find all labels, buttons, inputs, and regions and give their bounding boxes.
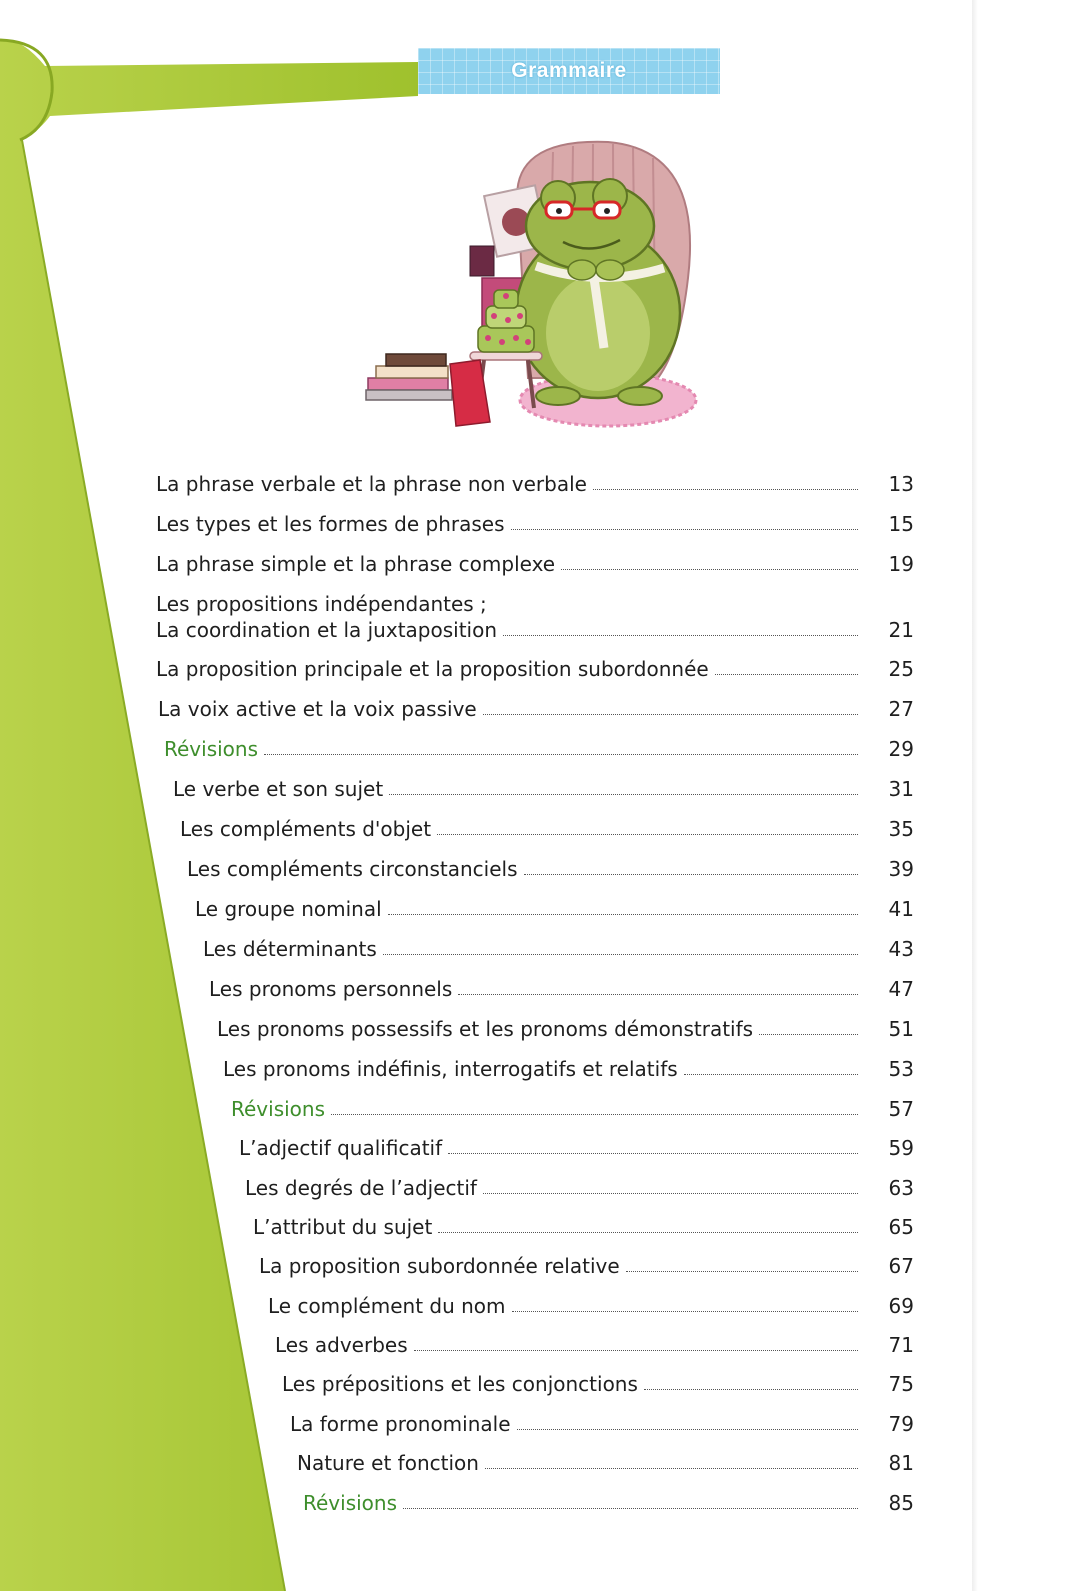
toc-item-title: Nature et fonction bbox=[297, 1451, 479, 1475]
toc-item-revision[interactable] bbox=[303, 1490, 914, 1516]
toc-item[interactable] bbox=[156, 656, 914, 682]
toc-dot-leader bbox=[485, 1467, 858, 1469]
toc-item-page: 53 bbox=[888, 1057, 914, 1081]
toc-item-title: La proposition subordonnée relative bbox=[259, 1254, 620, 1278]
toc-item-title: Les compléments d'objet bbox=[180, 817, 432, 841]
toc-item-title: Les prépositions et les conjonctions bbox=[282, 1372, 638, 1396]
toc-item-page: 75 bbox=[888, 1372, 914, 1396]
toc-dot-leader bbox=[512, 1310, 858, 1312]
toc-item-page: 51 bbox=[888, 1017, 914, 1041]
toc-item-title: Révisions bbox=[164, 737, 259, 761]
toc-item[interactable] bbox=[187, 856, 914, 882]
toc-item-page: 15 bbox=[888, 512, 914, 536]
toc-dot-leader bbox=[626, 1270, 858, 1272]
toc-dot-leader bbox=[437, 833, 858, 835]
toc-dot-leader bbox=[511, 528, 858, 530]
toc-item-title: Révisions bbox=[231, 1097, 326, 1121]
toc-item-title: L’attribut du sujet bbox=[253, 1215, 433, 1239]
toc-item[interactable] bbox=[209, 976, 914, 1002]
section-title: Grammaire bbox=[511, 59, 627, 82]
toc-item-page: 47 bbox=[888, 977, 914, 1001]
toc-item-page: 69 bbox=[888, 1294, 914, 1318]
toc-dot-leader bbox=[389, 793, 858, 795]
toc-dot-leader bbox=[593, 488, 858, 490]
toc-item-page: 65 bbox=[888, 1215, 914, 1239]
toc-dot-leader bbox=[388, 913, 858, 915]
toc-item[interactable] bbox=[156, 551, 914, 577]
toc-item-title: Les adverbes bbox=[275, 1333, 408, 1357]
toc-item-page: 21 bbox=[888, 618, 914, 642]
toc-dot-leader bbox=[644, 1388, 858, 1390]
toc-item[interactable] bbox=[217, 1016, 914, 1042]
toc-item-title: Les pronoms personnels bbox=[209, 977, 453, 1001]
toc-item[interactable] bbox=[156, 591, 914, 643]
toc-item[interactable] bbox=[297, 1450, 914, 1476]
toc-item[interactable] bbox=[275, 1332, 914, 1358]
toc-item-title: La voix active et la voix passive bbox=[158, 697, 477, 721]
toc-item-page: 59 bbox=[888, 1136, 914, 1160]
toc-item[interactable] bbox=[239, 1135, 914, 1161]
toc-dot-leader bbox=[715, 673, 858, 675]
toc-item-page: 35 bbox=[888, 817, 914, 841]
toc-item-page: 85 bbox=[888, 1491, 914, 1515]
toc-item-title: La proposition principale et la proposition subordonnée bbox=[156, 657, 709, 681]
toc-item-title: Les degrés de l’adjectif bbox=[245, 1176, 477, 1200]
toc-dot-leader bbox=[448, 1152, 858, 1154]
toc-item-page: 19 bbox=[888, 552, 914, 576]
toc-item[interactable] bbox=[223, 1056, 914, 1082]
toc-item[interactable] bbox=[290, 1411, 914, 1437]
toc-dot-leader bbox=[561, 568, 858, 570]
toc-item-revision[interactable] bbox=[231, 1096, 914, 1122]
toc-item-page: 39 bbox=[888, 857, 914, 881]
toc-dot-leader bbox=[403, 1507, 858, 1509]
toc-dot-leader bbox=[483, 1192, 858, 1194]
toc-dot-leader bbox=[684, 1073, 858, 1075]
toc-item-page: 31 bbox=[888, 777, 914, 801]
toc-item-page: 29 bbox=[888, 737, 914, 761]
toc-item-page: 41 bbox=[888, 897, 914, 921]
toc-item[interactable] bbox=[156, 471, 914, 497]
toc-item-page: 79 bbox=[888, 1412, 914, 1436]
toc-item-revision[interactable] bbox=[164, 736, 914, 762]
toc-dot-leader bbox=[517, 1428, 858, 1430]
toc-dot-leader bbox=[503, 634, 858, 636]
toc-item[interactable] bbox=[158, 696, 914, 722]
toc-item[interactable] bbox=[173, 776, 914, 802]
toc-item-page: 81 bbox=[888, 1451, 914, 1475]
toc-dot-leader bbox=[414, 1349, 858, 1351]
toc-item[interactable] bbox=[259, 1253, 914, 1279]
toc-item[interactable] bbox=[245, 1175, 914, 1201]
toc-item-title-line1: Les propositions indépendantes ; bbox=[156, 592, 487, 616]
toc-dot-leader bbox=[458, 993, 858, 995]
toc-item-title: L’adjectif qualificatif bbox=[239, 1136, 443, 1160]
toc-item-page: 25 bbox=[888, 657, 914, 681]
toc-item-title bbox=[156, 591, 497, 643]
toc-item-title: La phrase simple et la phrase complexe bbox=[156, 552, 556, 576]
toc-item[interactable] bbox=[180, 816, 914, 842]
toc-item-page: 57 bbox=[888, 1097, 914, 1121]
toc-item-title-line2: La coordination et la juxtaposition bbox=[156, 618, 498, 642]
toc-item-title: Les compléments circonstanciels bbox=[187, 857, 518, 881]
toc-dot-leader bbox=[331, 1113, 858, 1115]
toc-item-page: 67 bbox=[888, 1254, 914, 1278]
toc-item-title: Les pronoms indéfinis, interrogatifs et relatifs bbox=[223, 1057, 678, 1081]
toc-item-title: Le complément du nom bbox=[268, 1294, 506, 1318]
toc-item-page: 43 bbox=[888, 937, 914, 961]
toc-item[interactable] bbox=[156, 511, 914, 537]
toc-item[interactable] bbox=[253, 1214, 914, 1240]
toc-dot-leader bbox=[524, 873, 859, 875]
toc-item-page: 63 bbox=[888, 1176, 914, 1200]
toc-item-page: 27 bbox=[888, 697, 914, 721]
toc-dot-leader bbox=[383, 953, 858, 955]
toc-item-title: Révisions bbox=[303, 1491, 398, 1515]
toc-dot-leader bbox=[759, 1033, 858, 1035]
toc-item[interactable] bbox=[282, 1371, 914, 1397]
toc-item-title: Le verbe et son sujet bbox=[173, 777, 384, 801]
toc-item-title: Le groupe nominal bbox=[195, 897, 382, 921]
toc-item[interactable] bbox=[268, 1293, 914, 1319]
toc-item-page: 13 bbox=[888, 472, 914, 496]
toc-item-title: La phrase verbale et la phrase non verbale bbox=[156, 472, 587, 496]
toc-item-title: Les pronoms possessifs et les pronoms démonstratifs bbox=[217, 1017, 754, 1041]
toc-dot-leader bbox=[483, 713, 858, 715]
toc-item-page: 71 bbox=[888, 1333, 914, 1357]
toc-item-title: Les déterminants bbox=[203, 937, 377, 961]
toc-dot-leader bbox=[264, 753, 858, 755]
toc-item-title: La forme pronominale bbox=[290, 1412, 511, 1436]
toc-dot-leader bbox=[438, 1231, 858, 1233]
toc-item-title: Les types et les formes de phrases bbox=[156, 512, 505, 536]
toc-item[interactable] bbox=[203, 936, 914, 962]
toc-item[interactable] bbox=[195, 896, 914, 922]
